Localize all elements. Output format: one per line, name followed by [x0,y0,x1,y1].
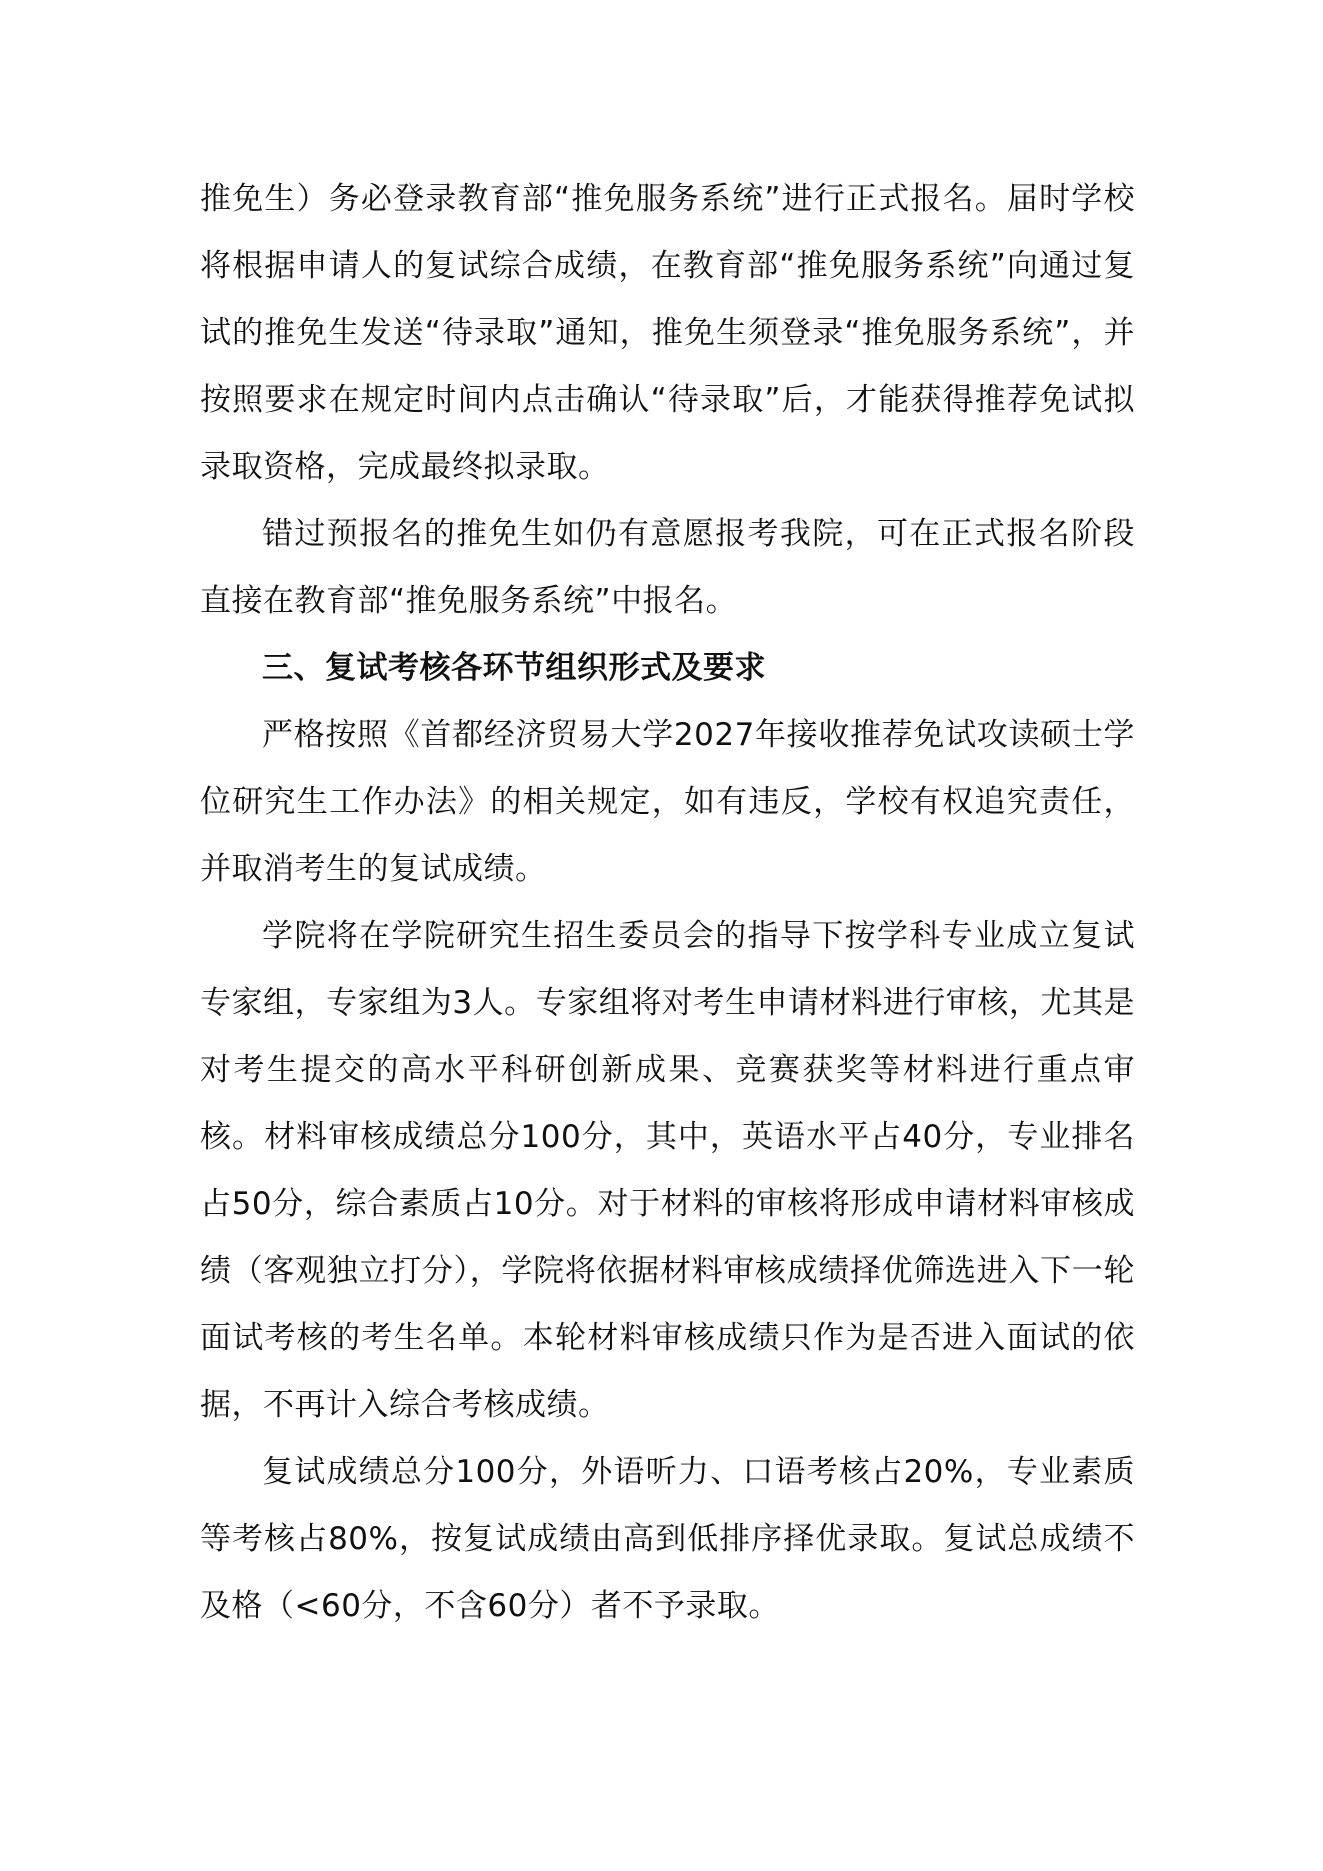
document-body [200,166,1135,1640]
paragraph-retest-score: 复试成绩总分100分，外语听力、口语考核占20%，专业素质等考核占80%，按复试成绩由高到低排序择优录取。复试总成绩不及格（<60分，不含60分）者不予录取。 [200,1454,1135,1624]
paragraph-regulations: 严格按照《首都经济贸易大学2027年接收推荐免试攻读硕士学位研究生工作办法》的相关规定，如有违反，学校有权追究责任，并取消考生的复试成绩。 [200,717,1135,887]
section-heading: 三、复试考核各环节组织形式及要求 [262,650,766,686]
paragraph-missed-preregistration: 错过预报名的推免生如仍有意愿报考我院，可在正式报名阶段直接在教育部“推免服务系统”中报名。 [200,516,1135,619]
paragraph-registration-continued: 推免生）务必登录教育部“推免服务系统”进行正式报名。届时学校将根据申请人的复试综合成绩，在教育部“推免服务系统”向通过复试的推免生发送“待录取”通知，推免生须登录“推免服务系统”，并按照要求在规定时间内点击确认“待录取”后，才能获得推荐免试拟录取资格，完成最终拟录取。 [200,181,1135,485]
paragraph-material-review: 学院将在学院研究生招生委员会的指导下按学科专业成立复试专家组，专家组为3人。专家组将对考生申请材料进行审核，尤其是对考生提交的高水平科研创新成果、竞赛获奖等材料进行重点审核。材料审核成绩总分100分，其中，英语水平占40分，专业排名占50分，综合素质占10分。对于材料的审核将形成申请材料审核成绩（客观独立打分），学院将依据材料审核成绩择优筛选进入下一轮面试考核的考生名单。本轮材料审核成绩只作为是否进入面试的依据，不再计入综合考核成绩。 [200,918,1135,1423]
